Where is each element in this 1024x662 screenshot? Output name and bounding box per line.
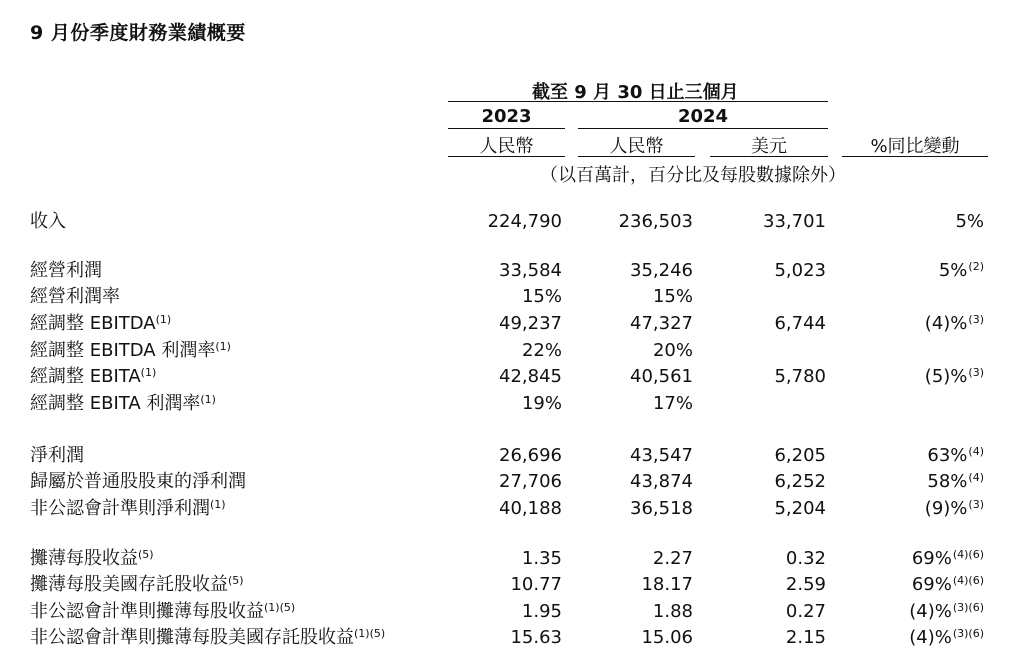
page-title: 9 月份季度財務業績概要 (30, 22, 246, 44)
row-label (30, 391, 216, 417)
period-header: 截至 9 月 30 日止三個月 (532, 82, 739, 103)
value-2024-usd (786, 572, 826, 598)
value-2024-usd (774, 496, 826, 522)
row-label (30, 572, 244, 598)
row-label-text: 非公認會計準則攤薄每股美國存託股收益 (30, 627, 354, 648)
value-yoy-change-footnote: (3)(6) (952, 601, 984, 614)
row-label-text: 攤薄每股收益 (30, 548, 138, 569)
row-label-text: 非公認會計準則淨利潤 (30, 498, 210, 519)
row-label (30, 209, 66, 235)
value-2023-rmb-text: 224,790 (487, 211, 562, 232)
value-yoy-change-footnote: (4)(6) (952, 574, 984, 587)
value-2024-rmb-text: 43,547 (630, 445, 693, 466)
row-label-text: 經調整 EBITDA 利潤率 (30, 340, 216, 361)
value-2023-rmb (499, 496, 562, 522)
value-yoy-change (925, 311, 984, 337)
value-2023-rmb-text: 1.95 (521, 601, 562, 622)
row-label (30, 364, 156, 390)
value-yoy-change-text: 5% (955, 211, 984, 232)
value-yoy-change (912, 572, 984, 598)
value-2023-rmb-text: 15% (521, 286, 562, 307)
value-2023-rmb (499, 364, 562, 390)
row-label (30, 284, 120, 310)
value-yoy-change-text: 69% (911, 548, 952, 569)
value-2023-rmb-text: 10.77 (510, 574, 562, 595)
value-2024-rmb-text: 15% (652, 286, 693, 307)
period-rule (448, 101, 828, 102)
row-label-text: 經調整 EBITA (30, 366, 141, 387)
value-yoy-change (909, 599, 984, 625)
value-2024-usd (774, 258, 826, 284)
table-row (0, 625, 1024, 651)
row-label (30, 625, 385, 651)
row-label (30, 469, 246, 495)
row-label-text: 歸屬於普通股股東的淨利潤 (30, 471, 246, 492)
table-row (0, 364, 1024, 390)
value-2024-rmb (619, 209, 693, 235)
value-2023-rmb-text: 26,696 (499, 445, 562, 466)
value-yoy-change (925, 364, 984, 390)
value-2023-rmb (522, 599, 562, 625)
value-2024-usd-text: 2.59 (785, 574, 826, 595)
value-2024-rmb (641, 625, 693, 651)
value-2024-rmb (630, 258, 693, 284)
table-row (0, 391, 1024, 417)
row-label-footnote: (1) (200, 393, 216, 406)
row-label-text: 攤薄每股美國存託股收益 (30, 574, 228, 595)
value-yoy-change-footnote: (3)(6) (952, 627, 984, 640)
value-2024-rmb (653, 546, 693, 572)
row-label-text: 非公認會計準則攤薄每股收益 (30, 601, 264, 622)
value-2024-rmb-text: 1.88 (652, 601, 693, 622)
value-2024-usd-text: 6,252 (774, 471, 826, 492)
value-yoy-change-footnote: (4) (968, 471, 984, 484)
value-2024-usd-text: 0.32 (785, 548, 826, 569)
value-2023-rmb (522, 338, 562, 364)
year-2024-rule (578, 128, 828, 129)
year-2023-rule (448, 128, 565, 129)
col-usd-header: 美元 (751, 136, 787, 157)
value-yoy-change (927, 443, 984, 469)
value-yoy-change (912, 546, 984, 572)
value-2023-rmb (510, 572, 562, 598)
year-2024-header: 2024 (677, 106, 729, 127)
unit-note: （以百萬計，百分比及每股數據除外） (540, 165, 846, 186)
table-row (0, 443, 1024, 469)
value-2024-usd-text: 5,204 (774, 498, 826, 519)
value-2023-rmb-text: 40,188 (499, 498, 562, 519)
value-yoy-change (909, 625, 984, 651)
value-2023-rmb (499, 443, 562, 469)
row-label-footnote: (1)(5) (354, 627, 386, 640)
row-label-footnote: (1)(5) (264, 601, 296, 614)
row-label-footnote: (5) (228, 574, 244, 587)
table-row (0, 572, 1024, 598)
value-2024-rmb (630, 469, 693, 495)
table-row (0, 496, 1024, 522)
value-2024-rmb (653, 391, 693, 417)
value-2023-rmb-text: 19% (521, 393, 562, 414)
row-label (30, 311, 171, 337)
value-2024-rmb-text: 18.17 (641, 574, 693, 595)
row-label-text: 淨利潤 (30, 445, 84, 466)
value-2024-usd (774, 364, 826, 390)
value-2024-rmb (653, 338, 693, 364)
row-label-footnote: (5) (138, 548, 154, 561)
year-2023-header: 2023 (481, 106, 532, 127)
value-2024-rmb-text: 236,503 (618, 211, 693, 232)
row-label-footnote: (1) (155, 313, 172, 326)
row-label (30, 443, 84, 469)
table-row (0, 338, 1024, 364)
value-2024-rmb (630, 443, 693, 469)
value-2024-rmb-text: 35,246 (630, 260, 693, 281)
table-row (0, 258, 1024, 284)
value-2023-rmb (522, 284, 562, 310)
row-label (30, 338, 231, 364)
col-rmb-2023-rule (448, 156, 565, 157)
value-2024-usd (774, 469, 826, 495)
value-2024-usd (786, 599, 826, 625)
table-row (0, 469, 1024, 495)
value-yoy-change-footnote: (2) (968, 260, 984, 273)
value-2023-rmb-text: 1.35 (521, 548, 562, 569)
row-label-text: 經營利潤 (30, 260, 102, 281)
value-2024-usd-text: 2.15 (785, 627, 826, 648)
row-label (30, 599, 295, 625)
value-2024-rmb-text: 43,874 (630, 471, 693, 492)
col-rmb-2024-header: 人民幣 (609, 136, 664, 157)
value-2024-rmb-text: 40,561 (630, 366, 693, 387)
value-2024-usd (786, 546, 826, 572)
row-label-text: 經調整 EBITA 利潤率 (30, 393, 201, 414)
value-yoy-change-footnote: (3) (968, 498, 984, 511)
value-2024-rmb (653, 599, 693, 625)
value-2024-rmb (630, 311, 693, 337)
value-2023-rmb-text: 27,706 (499, 471, 562, 492)
value-yoy-change (925, 496, 984, 522)
value-2024-usd-text: 33,701 (763, 211, 826, 232)
row-label-footnote: (1) (140, 366, 157, 379)
value-2023-rmb (499, 258, 562, 284)
value-yoy-change-text: (4)% (909, 627, 952, 648)
value-2024-rmb-text: 47,327 (630, 313, 693, 334)
table-row (0, 546, 1024, 572)
value-2024-rmb (630, 496, 693, 522)
value-2023-rmb (522, 391, 562, 417)
table-row (0, 284, 1024, 310)
value-yoy-change-text: 63% (927, 445, 968, 466)
col-change-rule (842, 156, 988, 157)
value-yoy-change (927, 469, 984, 495)
value-2024-rmb-text: 20% (652, 340, 693, 361)
value-2024-rmb-text: 2.27 (652, 548, 693, 569)
value-2024-rmb (653, 284, 693, 310)
col-change-header: %同比變動 (870, 136, 960, 157)
value-yoy-change-footnote: (4) (968, 445, 984, 458)
value-2024-usd-text: 0.27 (785, 601, 826, 622)
value-yoy-change-text: 69% (911, 574, 952, 595)
value-yoy-change-footnote: (3) (968, 366, 984, 379)
value-yoy-change-text: 58% (927, 471, 968, 492)
value-yoy-change-text: 5% (938, 260, 968, 281)
value-2024-rmb-text: 17% (652, 393, 693, 414)
value-yoy-change (939, 258, 984, 284)
value-2023-rmb-text: 22% (521, 340, 562, 361)
table-row (0, 209, 1024, 235)
col-rmb-2023-header: 人民幣 (479, 136, 534, 157)
value-2023-rmb (499, 311, 562, 337)
value-2024-usd (786, 625, 826, 651)
value-2024-usd (774, 443, 826, 469)
value-2023-rmb (488, 209, 562, 235)
value-2024-usd-text: 6,744 (774, 313, 826, 334)
value-2023-rmb-text: 33,584 (499, 260, 562, 281)
value-yoy-change-text: (5)% (924, 366, 968, 387)
value-2023-rmb-text: 42,845 (499, 366, 562, 387)
row-label-text: 經調整 EBITDA (30, 313, 156, 334)
value-2024-usd (774, 311, 826, 337)
value-yoy-change-text: (4)% (909, 601, 952, 622)
row-label-footnote: (1) (210, 498, 226, 511)
col-rmb-2024-rule (578, 156, 695, 157)
row-label-text: 收入 (30, 211, 66, 232)
value-2024-rmb (641, 572, 693, 598)
value-2023-rmb (499, 469, 562, 495)
value-yoy-change (955, 209, 984, 235)
row-label (30, 258, 102, 284)
value-2024-usd-text: 5,780 (774, 366, 826, 387)
value-2024-rmb-text: 36,518 (630, 498, 693, 519)
row-label-text: 經營利潤率 (30, 286, 120, 307)
value-2024-usd-text: 6,205 (774, 445, 826, 466)
row-label-footnote: (1) (215, 340, 231, 353)
value-2024-usd-text: 5,023 (774, 260, 826, 281)
value-2024-rmb (630, 364, 693, 390)
row-label (30, 546, 154, 572)
value-2024-rmb-text: 15.06 (641, 627, 693, 648)
value-2023-rmb-text: 15.63 (510, 627, 562, 648)
table-row (0, 311, 1024, 337)
table-row (0, 599, 1024, 625)
value-yoy-change-footnote: (3) (968, 313, 984, 326)
col-usd-rule (710, 156, 828, 157)
value-2023-rmb (510, 625, 562, 651)
row-label (30, 496, 226, 522)
value-yoy-change-text: (4)% (924, 313, 968, 334)
value-yoy-change-text: (9)% (924, 498, 968, 519)
value-2023-rmb (522, 546, 562, 572)
value-2023-rmb-text: 49,237 (499, 313, 562, 334)
value-2024-usd (763, 209, 826, 235)
value-yoy-change-footnote: (4)(6) (952, 548, 984, 561)
